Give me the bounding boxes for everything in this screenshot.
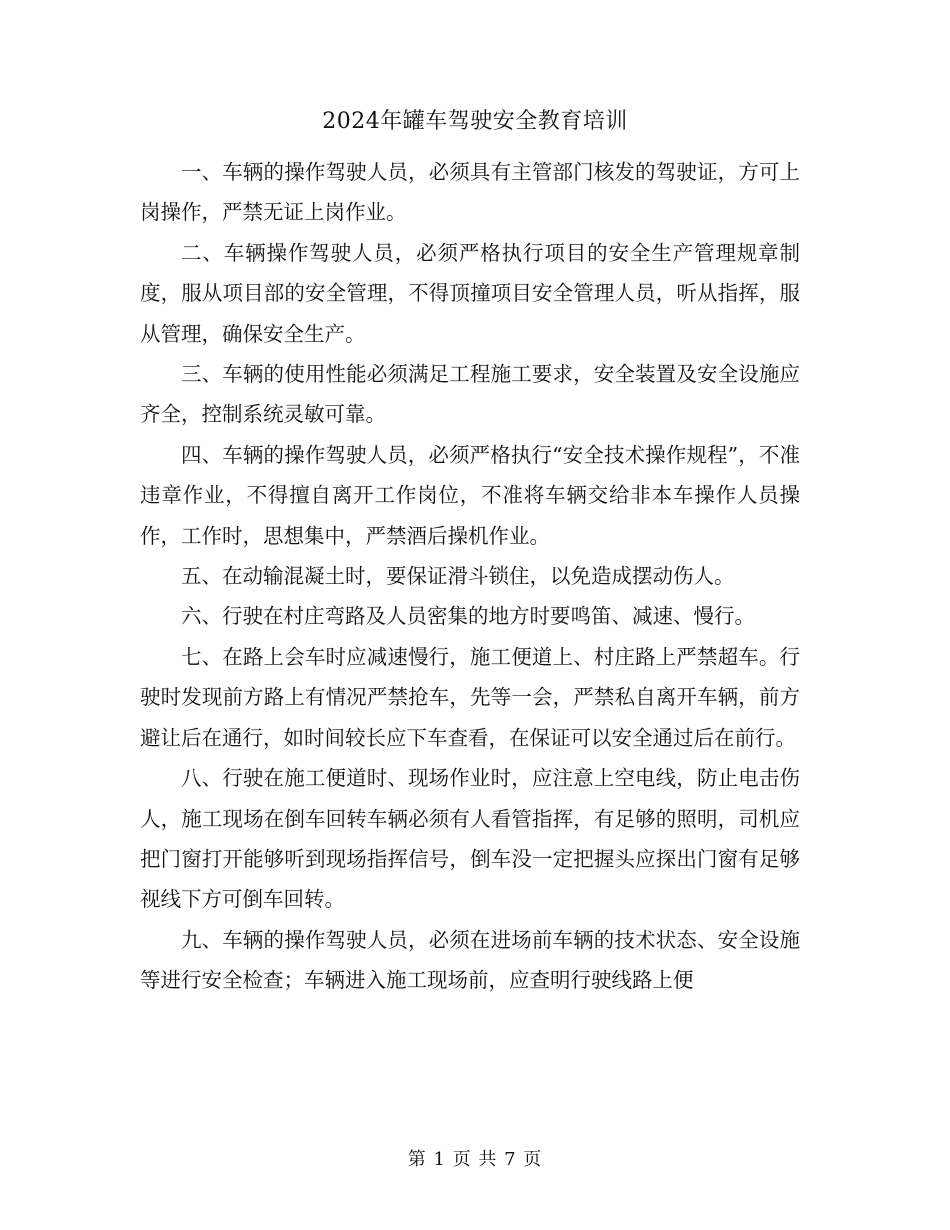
document-title: 2024年罐车驾驶安全教育培训 [322, 109, 628, 134]
paragraph-6: 六、行驶在村庄弯路及人员密集的地方时要鸣笛、减速、慢行。 [181, 604, 755, 629]
paragraph-4: 四、车辆的操作驾驶人员，必须严格执行“安全技术操作规程”，不准违章作业，不得擅自离开工作岗位，不准将车辆交给非本车操作人员操作，工作时，思想集中，严禁酒后操机作业。 [140, 442, 800, 548]
paragraph-3: 三、车辆的使用性能必须满足工程施工要求，安全装置及安全设施应齐全，控制系统灵敏可靠。 [140, 362, 800, 427]
paragraph-8: 八、行驶在施工便道时、现场作业时，应注意上空电线，防止电击伤人，施工现场在倒车回转车辆必须有人看管指挥，有足够的照明，司机应把门窗打开能够听到现场指挥信号，倒车没一定把握头应探出门窗有足够视线下方可倒车回转。 [140, 766, 800, 912]
page-number-footer: 第 1 页 共 7 页 [407, 1149, 543, 1170]
paragraph-9: 九、车辆的操作驾驶人员，必须在进场前车辆的技术状态、安全设施等进行安全检查；车辆进入施工现场前，应查明行驶线路上便 [140, 927, 800, 993]
paragraph-1: 一、车辆的操作驾驶人员，必须具有主管部门核发的驾驶证，方可上岗操作，严禁无证上岗作业。 [140, 160, 800, 225]
paragraph-2: 二、车辆操作驾驶人员，必须严格执行项目的安全生产管理规章制度，服从项目部的安全管理，不得顶撞项目安全管理人员，听从指挥，服从管理，确保安全生产。 [140, 240, 800, 346]
paragraph-7: 七、在路上会车时应减速慢行，施工便道上、村庄路上严禁超车。行驶时发现前方路上有情况严禁抢车，先等一会，严禁私自离开车辆，前方避让后在通行，如时间较长应下车查看，在保证可以安全通过后在前行。 [140, 644, 800, 750]
document-body [140, 152, 800, 1001]
paragraph-5: 五、在动输混凝土时，要保证滑斗锁住，以免造成摆动伤人。 [181, 564, 735, 589]
